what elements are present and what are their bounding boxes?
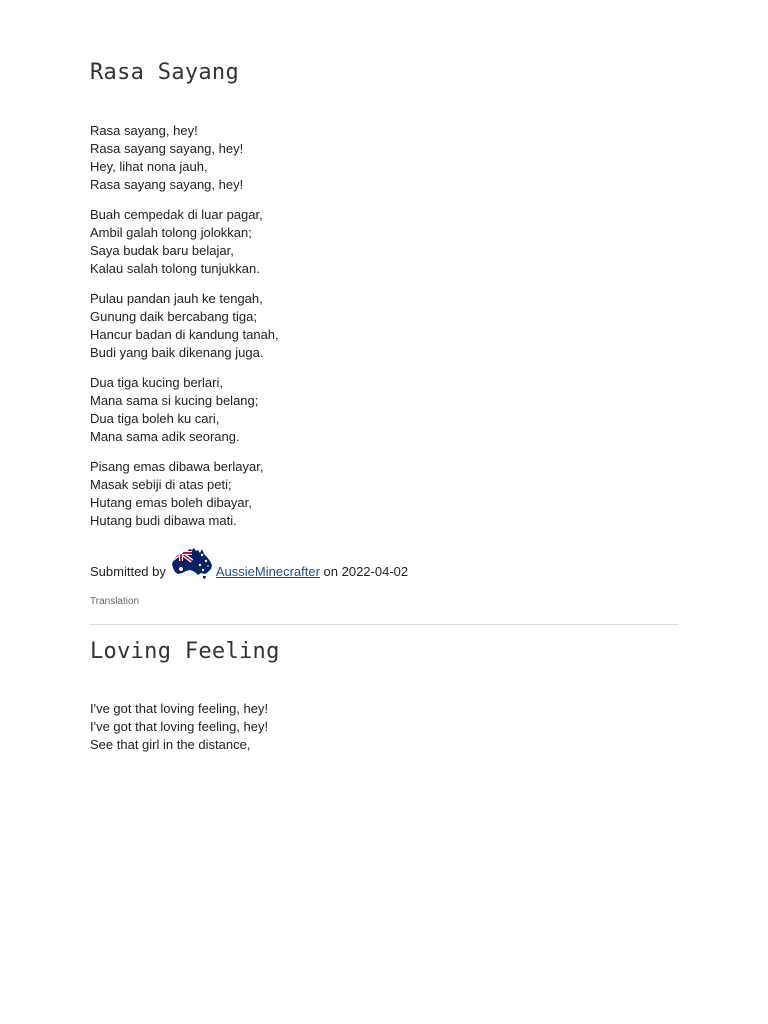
- lyric-line: Hutang emas boleh dibayar,: [90, 495, 252, 510]
- lyric-line: Rasa sayang sayang, hey!: [90, 177, 244, 192]
- australia-flag-icon: [170, 545, 216, 581]
- lyric-line: Pisang emas dibawa berlayar,: [90, 459, 264, 474]
- stanza: [90, 374, 279, 446]
- stanza: [90, 458, 279, 530]
- lyric-line: Hey, lihat nona jauh,: [90, 159, 208, 174]
- lyric-line: Ambil galah tolong jolokkan;: [90, 225, 252, 240]
- lyric-line: Rasa sayang, hey!: [90, 123, 198, 138]
- stanza: [90, 206, 279, 278]
- lyric-line: Dua tiga kucing berlari,: [90, 375, 223, 390]
- lyric-line: Gunung daik bercabang tiga;: [90, 309, 257, 324]
- submission-date: [320, 564, 408, 579]
- lyric-line: I've got that loving feeling, hey!: [90, 701, 269, 716]
- lyric-line: Pulau pandan jauh ke tengah,: [90, 291, 263, 306]
- lyric-line: Dua tiga boleh ku cari,: [90, 411, 220, 426]
- translation-lyrics: [90, 700, 268, 766]
- submitter-username-link[interactable]: AussieMinecrafter: [215, 564, 320, 579]
- stanza: [90, 122, 279, 194]
- stanza: [90, 700, 268, 754]
- lyric-line: I've got that loving feeling, hey!: [90, 719, 269, 734]
- translation-label: Translation: [90, 596, 140, 607]
- lyric-line: Hancur badan di kandung tanah,: [90, 327, 279, 342]
- lyric-line: Hutang budi dibawa mati.: [90, 513, 237, 528]
- lyric-line: Rasa sayang sayang, hey!: [90, 141, 244, 156]
- submitted-by-label: Submitted by: [90, 564, 166, 579]
- lyric-line: Masak sebiji di atas peti;: [90, 477, 232, 492]
- lyric-line: Budi yang baik dikenang juga.: [90, 345, 264, 360]
- lyric-line: Buah cempedak di luar pagar,: [90, 207, 263, 222]
- section-divider: [90, 624, 678, 625]
- stanza: [90, 290, 279, 362]
- lyric-line: Saya budak baru belajar,: [90, 243, 234, 258]
- lyric-line: Mana sama si kucing belang;: [90, 393, 259, 408]
- lyric-line: See that girl in the distance,: [90, 737, 251, 752]
- original-lyrics: [90, 122, 279, 542]
- lyric-line: Mana sama adik seorang.: [90, 429, 240, 444]
- lyric-line: Kalau salah tolong tunjukkan.: [90, 261, 260, 276]
- submission-date-text: on 2022-04-02: [323, 564, 409, 579]
- song-title: Rasa Sayang: [90, 60, 239, 85]
- translation-title: Loving Feeling: [90, 639, 280, 664]
- submission-info: [90, 541, 408, 579]
